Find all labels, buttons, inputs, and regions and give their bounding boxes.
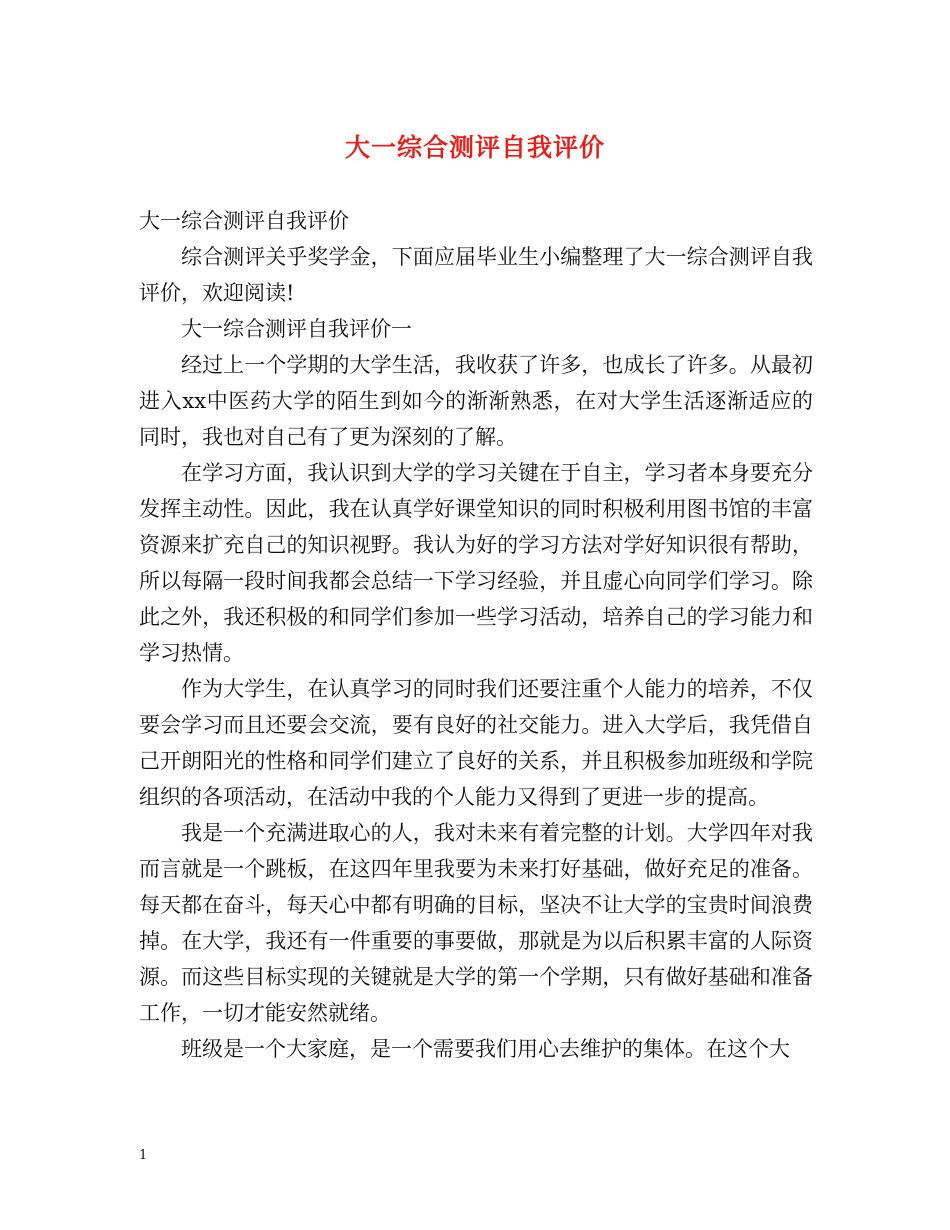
paragraph: 班级是一个大家庭，是一个需要我们用心去维护的集体。在这个大 <box>181 1037 790 1061</box>
document-body <box>139 203 813 1067</box>
paragraph-section-title: 大一综合测评自我评价一 <box>181 317 412 341</box>
document-title: 大一综合测评自我评价 <box>344 133 605 162</box>
paragraph: 作为大学生，在认真学习的同时我们还要注重个人能力的培养，不仅要会学习而且还要会交流，要有良好的社交能力。进入大学后，我凭借自己开朗阳光的性格和同学们建立了良好的关系，并且积极参加班级和学院组织的各项活动，在活动中我的个人能力又得到了更进一步的提高。 <box>139 677 813 809</box>
paragraph: 我是一个充满进取心的人，我对未来有着完整的计划。大学四年对我而言就是一个跳板，在这四年里我要为未来打好基础，做好充足的准备。每天都在奋斗，每天心中都有明确的目标，坚决不让大学的宝贵时间浪费掉。在大学，我还有一件重要的事要做，那就是为以后积累丰富的人际资源。而这些目标实现的关键就是大学的第一个学期，只有做好基础和准备工作，一切才能安然就绪。 <box>139 821 813 1025</box>
page-number: 1 <box>139 1148 148 1163</box>
paragraph: 经过上一个学期的大学生活，我收获了许多，也成长了许多。从最初进入xx中医药大学的陌生到如今的渐渐熟悉，在对大学生活逐渐适应的同时，我也对自己有了更为深刻的了解。 <box>139 353 813 449</box>
paragraph-heading: 大一综合测评自我评价 <box>139 209 349 233</box>
paragraph-intro: 综合测评关乎奖学金，下面应届毕业生小编整理了大一综合测评自我评价，欢迎阅读! <box>139 245 813 305</box>
paragraph: 在学习方面，我认识到大学的学习关键在于自主，学习者本身要充分发挥主动性。因此，我在认真学好课堂知识的同时积极利用图书馆的丰富资源来扩充自己的知识视野。我认为好的学习方法对学好知识很有帮助，所以每隔一段时间我都会总结一下学习经验，并且虚心向同学们学习。除此之外，我还积极的和同学们参加一些学习活动，培养自己的学习能力和学习热情。 <box>139 461 813 665</box>
